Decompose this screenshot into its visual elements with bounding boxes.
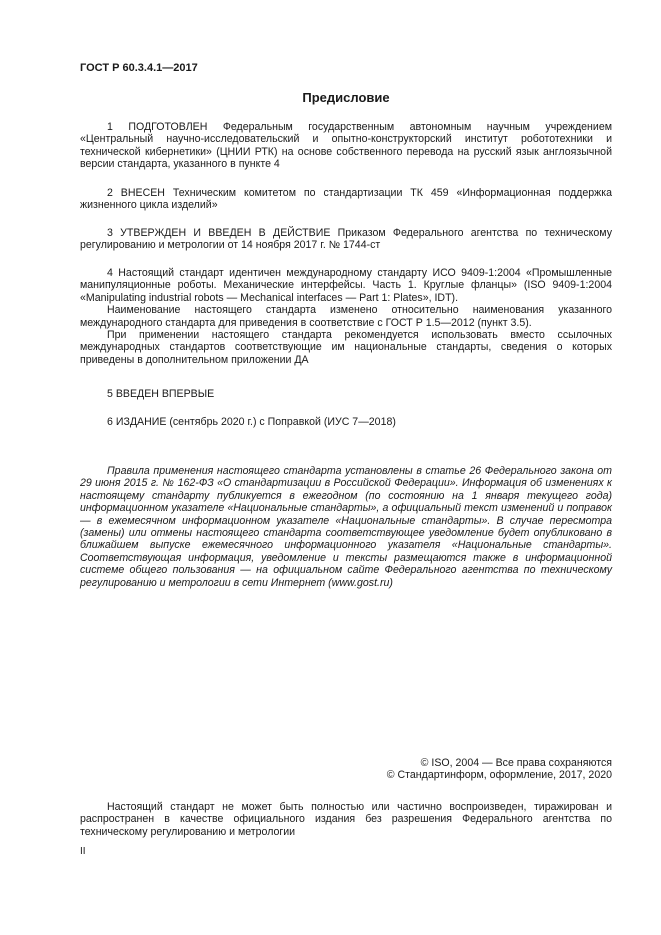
page-number: II <box>80 846 86 857</box>
paragraph: 5 ВВЕДЕН ВПЕРВЫЕ <box>107 388 215 400</box>
document-code: ГОСТ Р 60.3.4.1—2017 <box>80 62 198 74</box>
foreword-item-4 <box>80 267 612 366</box>
foreword-item-1 <box>80 121 612 171</box>
paragraph: Наименование настоящего стандарта изменено относительно наименования указанного международного стандарта для приведения в соответствие с ГОСТ Р 1.5—2012 (пункт 3.5). <box>80 304 612 329</box>
copyright-line: © ISO, 2004 — Все права сохраняются <box>420 757 612 769</box>
copyright-line: © Стандартинформ, оформление, 2017, 2020 <box>386 769 612 782</box>
foreword-item-2 <box>80 187 612 212</box>
paragraph: 6 ИЗДАНИЕ (сентябрь 2020 г.) с Поправкой (ИУС 7—2018) <box>107 416 396 428</box>
paragraph: Настоящий стандарт не может быть полностью или частично воспроизведен, тиражирован и распространен в качестве официального издания без разрешения Федерального агентства по техническому регулированию и метрологии <box>80 801 612 838</box>
foreword-item-3 <box>80 227 612 252</box>
foreword-item-6 <box>80 416 612 428</box>
paragraph: 2 ВНЕСЕН Техническим комитетом по стандартизации ТК 459 «Информационная поддержка жизненного цикла изделий» <box>80 187 612 212</box>
paragraph: 3 УТВЕРЖДЕН И ВВЕДЕН В ДЕЙСТВИЕ Приказом Федерального агентства по техническому регулированию и метрологии от 14 ноября 2017 г. № 1744-ст <box>80 227 612 252</box>
reproduction-notice <box>80 801 612 838</box>
application-notice <box>80 465 612 589</box>
paragraph: 1 ПОДГОТОВЛЕН Федеральным государственным автономным научным учреждением «Центральный научно-исследовательский и опытно-конструкторский институт робототехники и технической кибернетики» (ЦНИИ РТК) на основе собственного перевода на русский язык англоязычной версии стандарта, указанного в пункте 4 <box>80 121 612 171</box>
page-title: Предисловие <box>302 90 390 105</box>
foreword-item-5 <box>80 388 612 400</box>
paragraph: Правила применения настоящего стандарта установлены в статье 26 Федерального закона от 29 июня 2015 г. № 162-ФЗ «О стандартизации в Российской Федерации». Информация об изменениях к настоящему стандарту публикуется в ежегодном (по состоянию на 1 января текущего года) информационном указателе «Национальные стандарты», а официальный текст изменений и поправок — в ежемесячном информационном указателе «Национальные стандарты». В случае пересмотра (замены) или отмены настоящего стандарта соответствующее уведомление будет опубликовано в ближайшем выпуске ежемесячного информационного указателя «Национальные стандарты». Соответствующая информация, уведомление и тексты размещаются также в информационной системе общего пользования — на официальном сайте Федерального агентства по техническому регулированию и метрологии в сети Интернет (www.gost.ru) <box>80 465 612 589</box>
paragraph: При применении настоящего стандарта рекомендуется использовать вместо ссылочных международных стандартов соответствующие им национальные стандарты, сведения о которых приведены в дополнительном приложении ДА <box>80 329 612 366</box>
paragraph: 4 Настоящий стандарт идентичен международному стандарту ИСО 9409-1:2004 «Промышленные манипуляционные роботы. Механические интерфейсы. Часть 1. Круглые фланцы» (ISO 9409-1:2004 «Manipulating industrial robots — Mechanical interfaces — Part 1: Plates», IDT). <box>80 267 612 304</box>
copyright-block <box>80 757 612 782</box>
